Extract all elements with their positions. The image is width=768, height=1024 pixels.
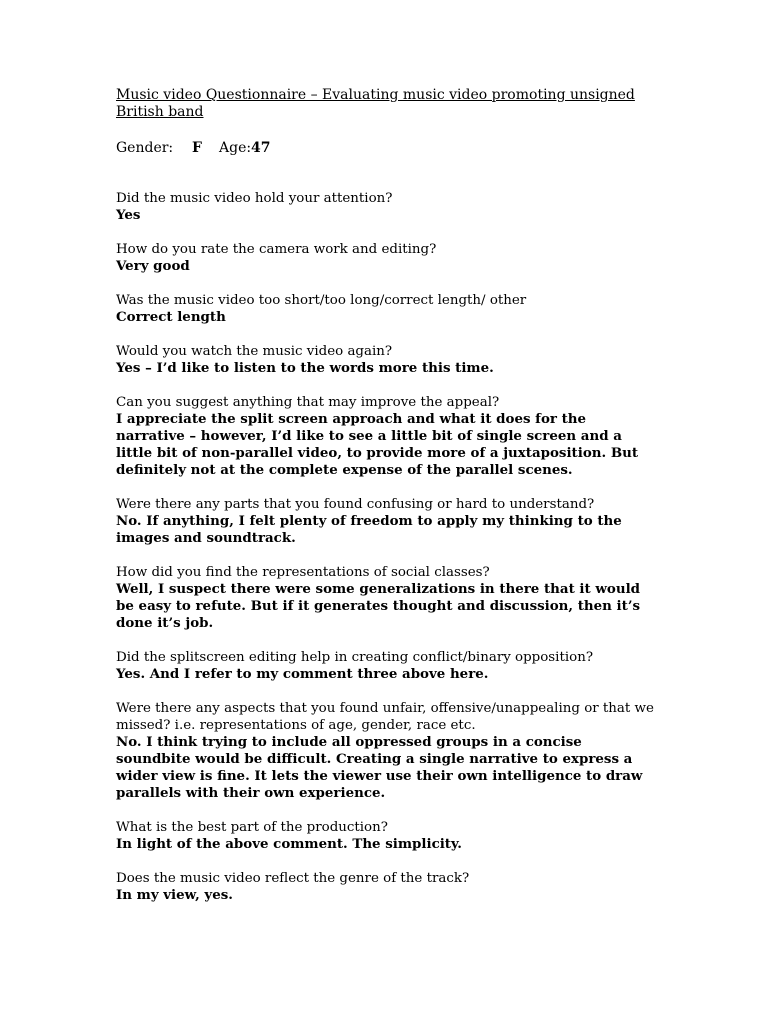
document-title: Music video Questionnaire – Evaluating music video promoting unsigned British band <box>116 87 635 120</box>
qa-item-11 <box>116 870 656 904</box>
answer-text: Correct length <box>116 309 226 325</box>
answer-text: No. I think trying to include all oppressed groups in a concise soundbite would be difficult. Creating a single narrative to express a wider view is fine. It lets the viewer use their own intelligence to draw parallels with their own experience. <box>116 734 643 801</box>
answer-text: Yes <box>116 207 141 223</box>
qa-item-2 <box>116 241 656 275</box>
gender-value: F <box>192 140 202 156</box>
question-text: Did the splitscreen editing help in creating conflict/binary opposition? <box>116 650 593 665</box>
question-text: What is the best part of the production? <box>116 820 388 835</box>
question-text: Does the music video reflect the genre of the track? <box>116 871 470 886</box>
answer-text: Yes. And I refer to my comment three above here. <box>116 666 489 682</box>
qa-item-7 <box>116 564 656 632</box>
qa-item-6 <box>116 496 656 547</box>
qa-item-1 <box>116 190 656 224</box>
qa-item-5 <box>116 394 656 479</box>
question-text: How do you rate the camera work and editing? <box>116 242 437 257</box>
qa-item-4 <box>116 343 656 377</box>
question-text: Was the music video too short/too long/correct length/ other <box>116 293 527 308</box>
qa-item-8 <box>116 649 656 683</box>
question-text: Did the music video hold your attention? <box>116 191 393 206</box>
question-text: Can you suggest anything that may improve the appeal? <box>116 395 500 410</box>
answer-text: Very good <box>116 258 190 274</box>
answer-text: Well, I suspect there were some generalizations in there that it would be easy to refute. But if it generates thought and discussion, then it’s done it’s job. <box>116 581 641 631</box>
gender-label: Gender: <box>116 140 174 156</box>
answer-text: I appreciate the split screen approach and what it does for the narrative – however, I’d like to see a little bit of single screen and a little bit of non-parallel video, to provide more of a juxtaposition. But definitely not at the complete expense of the parallel scenes. <box>116 411 639 478</box>
question-text: Were there any aspects that you found unfair, offensive/unappealing or that we missed? i.e. representations of age, gender, race etc. <box>116 701 654 733</box>
answer-text: In light of the above comment. The simplicity. <box>116 836 462 852</box>
question-text: Would you watch the music video again? <box>116 344 393 359</box>
qa-item-9 <box>116 700 656 802</box>
age-label: Age: <box>219 140 252 156</box>
document-page <box>116 87 656 904</box>
answer-text: In my view, yes. <box>116 887 233 903</box>
age-value: 47 <box>251 140 271 156</box>
answer-text: No. If anything, I felt plenty of freedom to apply my thinking to the images and soundtrack. <box>116 513 622 546</box>
respondent-info <box>116 140 656 157</box>
question-text: Were there any parts that you found confusing or hard to understand? <box>116 497 595 512</box>
answer-text: Yes – I’d like to listen to the words more this time. <box>116 360 494 376</box>
question-text: How did you find the representations of social classes? <box>116 565 490 580</box>
qa-item-3 <box>116 292 656 326</box>
qa-item-10 <box>116 819 656 853</box>
